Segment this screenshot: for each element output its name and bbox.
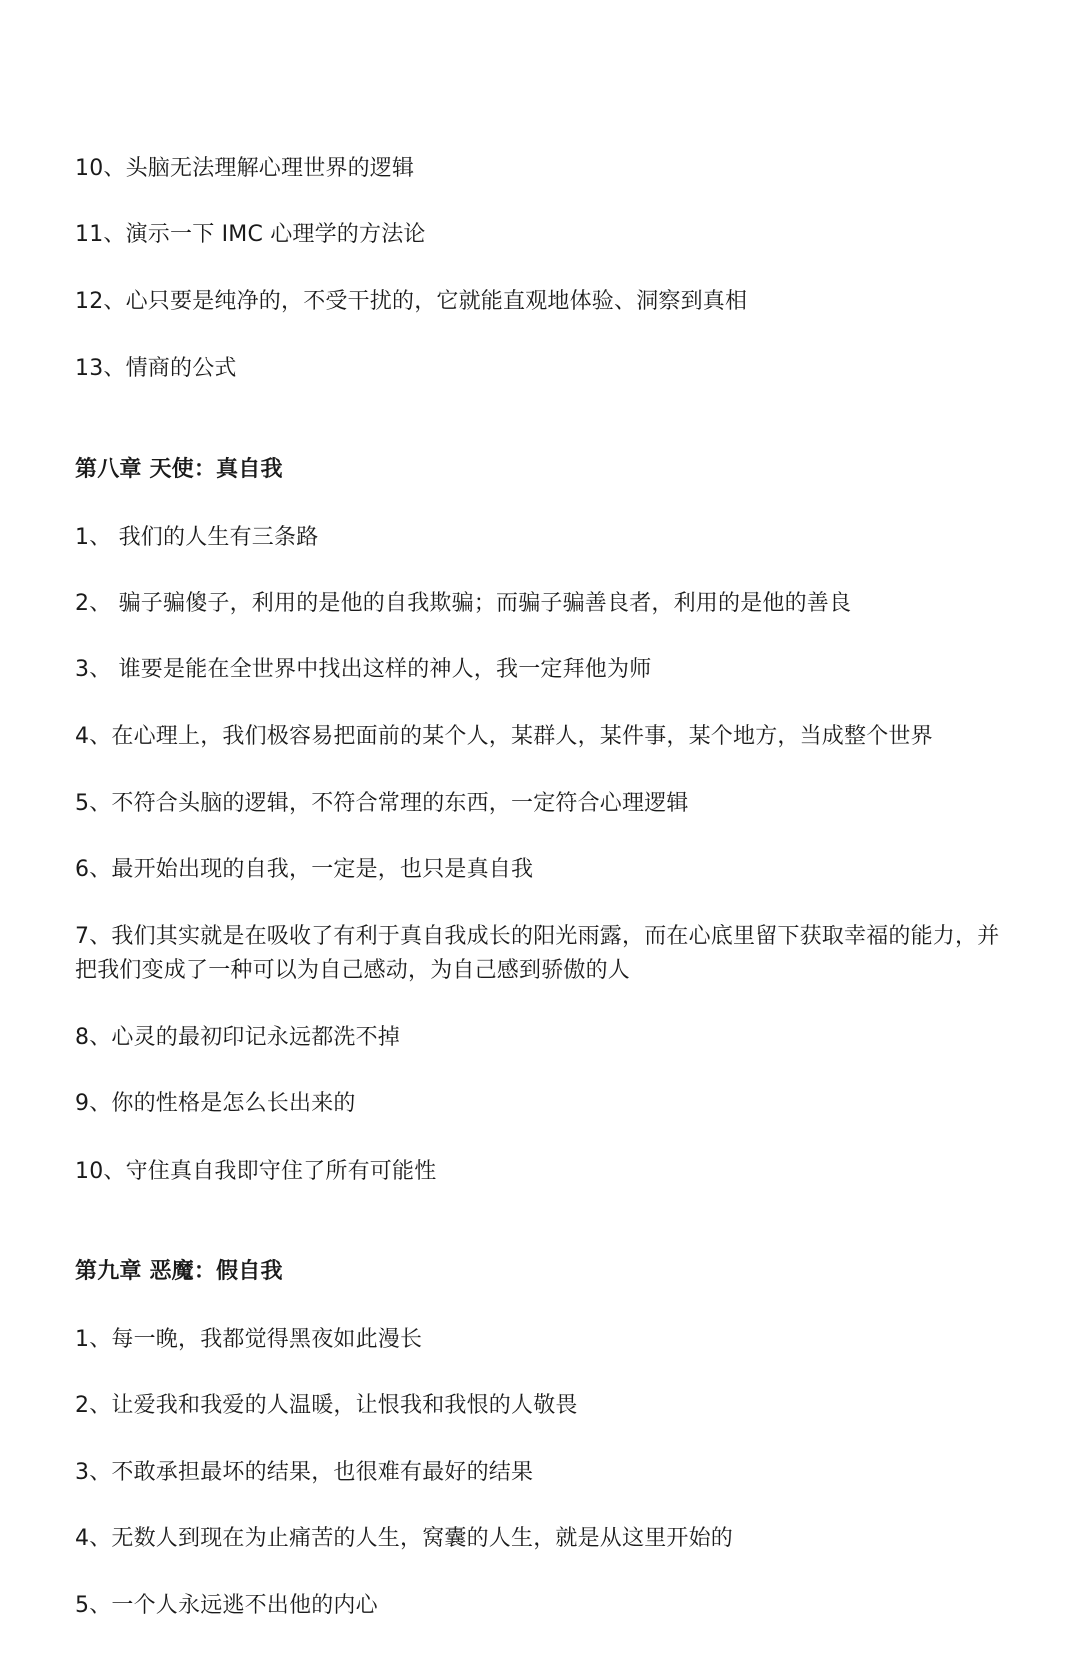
list-item: 10、头脑无法理解心理世界的逻辑 xyxy=(75,156,415,181)
list-item: 3、不敢承担最坏的结果，也很难有最好的结果 xyxy=(75,1460,534,1485)
list-item: 10、守住真自我即守住了所有可能性 xyxy=(75,1159,437,1184)
list-item: 4、在心理上，我们极容易把面前的某个人，某群人，某件事，某个地方，当成整个世界 xyxy=(75,724,933,749)
chapter-heading: 第九章 恶魔：假自我 xyxy=(75,1259,283,1284)
list-item: 2、让爱我和我爱的人温暖，让恨我和我恨的人敬畏 xyxy=(75,1393,578,1418)
list-item: 6、最开始出现的自我，一定是，也只是真自我 xyxy=(75,857,534,882)
list-item: 1、每一晚，我都觉得黑夜如此漫长 xyxy=(75,1327,423,1352)
list-item: 5、不符合头脑的逻辑，不符合常理的东西，一定符合心理逻辑 xyxy=(75,791,689,816)
list-item: 4、无数人到现在为止痛苦的人生，窝囊的人生，就是从这里开始的 xyxy=(75,1526,733,1551)
list-item: 1、 我们的人生有三条路 xyxy=(75,525,319,550)
list-item: 7、我们其实就是在吸收了有利于真自我成长的阳光雨露，而在心底里留下获取幸福的能力，并把我们变成了一种可以为自己感动，为自己感到骄傲的人 xyxy=(75,924,1000,983)
list-item: 2、 骗子骗傻子，利用的是他的自我欺骗；而骗子骗善良者，利用的是他的善良 xyxy=(75,591,852,616)
list-item: 8、心灵的最初印记永远都洗不掉 xyxy=(75,1025,400,1050)
list-item: 12、心只要是纯净的，不受干扰的，它就能直观地体验、洞察到真相 xyxy=(75,289,748,314)
chapter-heading: 第八章 天使：真自我 xyxy=(75,457,283,482)
list-item: 11、演示一下 IMC 心理学的方法论 xyxy=(75,222,426,247)
list-item: 9、你的性格是怎么长出来的 xyxy=(75,1091,356,1116)
list-item: 3、 谁要是能在全世界中找出这样的神人，我一定拜他为师 xyxy=(75,657,652,682)
list-item: 13、情商的公式 xyxy=(75,356,237,381)
list-item: 5、一个人永远逃不出他的内心 xyxy=(75,1593,378,1618)
